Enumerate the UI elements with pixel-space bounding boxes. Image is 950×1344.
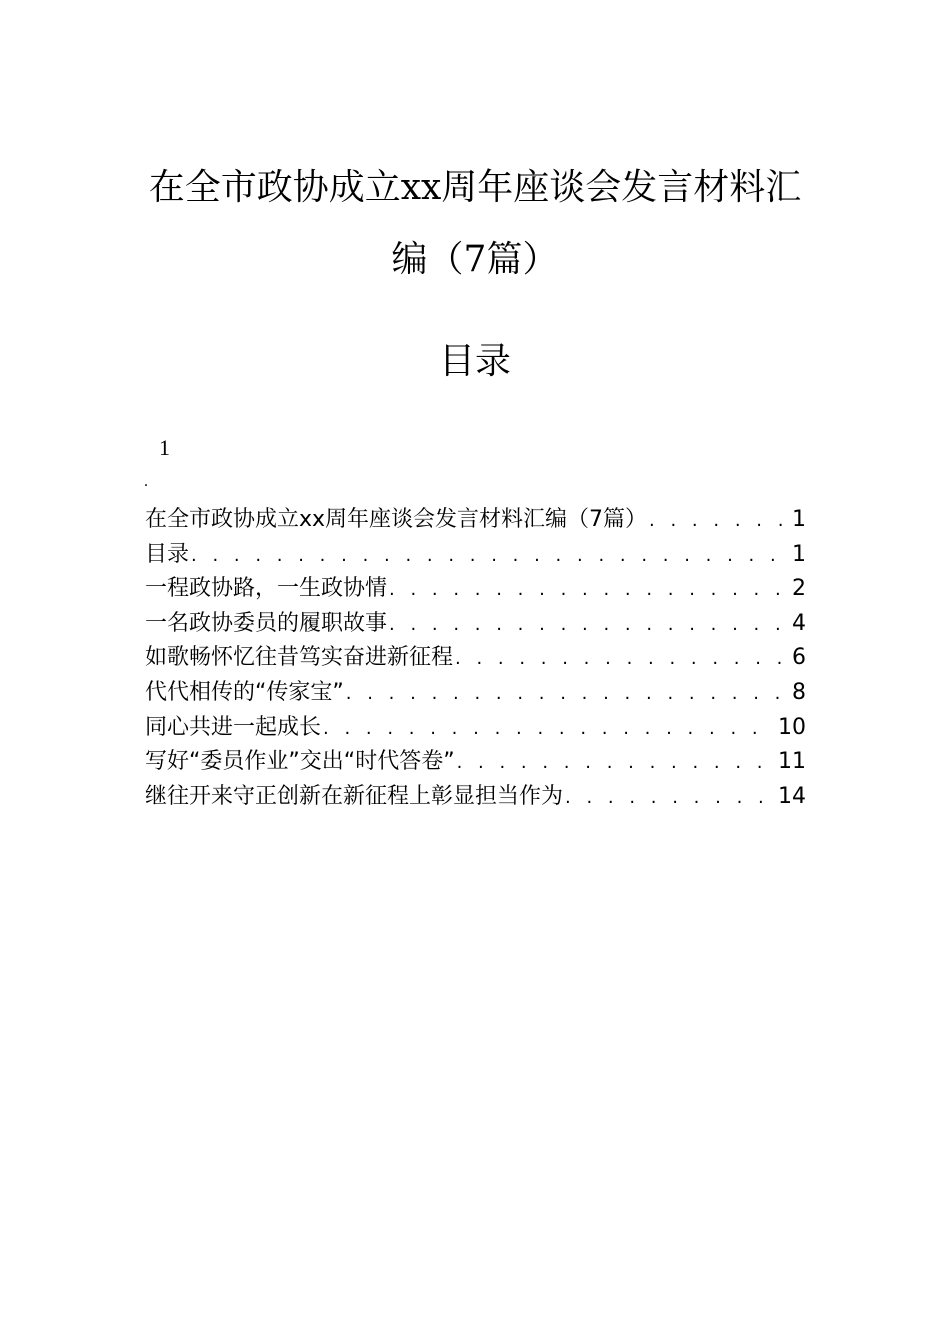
toc-entry-6[interactable] [145,676,806,711]
toc-entry-label: 一名政协委员的履职故事 [145,610,388,636]
toc-dot-leader [389,573,789,608]
toc-entry-page: 1 [792,507,806,532]
toc-entry-label: 代代相传的“传家宝” [145,679,344,705]
toc-entry-page: 14 [778,783,806,809]
toc-entry-page: 2 [792,576,806,602]
toc-entry-label: 一程政协路，一生政协情 [145,576,388,602]
toc-entry-3[interactable] [145,572,806,607]
toc-entry-label: 继往开来守正创新在新征程上彰显担当作为 [145,783,564,809]
toc-entry-page: 11 [778,749,806,775]
toc-entry-page: 6 [792,645,806,671]
toc-entry-8[interactable] [145,745,806,780]
document-title-line-2: 编（7篇） [391,239,559,280]
toc-heading: 目录 [438,341,511,382]
toc-dot-leader [649,504,789,539]
toc-dot-leader [565,781,775,816]
toc-dot-leader [323,712,775,747]
toc-dot-leader [346,677,789,712]
toc-dot: . [144,473,148,490]
toc-entry-page: 8 [792,679,806,705]
toc-entry-label: 同心共进一起成长 [145,714,322,740]
toc-dot-leader [191,539,789,574]
toc-entry-page: 4 [792,610,806,636]
toc-entry-page: 10 [778,714,806,740]
toc-entry-label: 如歌畅怀忆往昔笃实奋进新征程 [145,645,454,671]
toc-entry-4[interactable] [145,607,806,642]
toc-entry-1[interactable] [145,503,806,538]
toc-number: 1 [159,435,170,460]
toc-entry-label: 目录 [145,541,190,567]
toc-entry-label: 写好“委员作业”交出“时代答卷” [145,749,455,775]
toc-dot-leader [389,608,789,643]
toc-entry-5[interactable] [145,641,806,676]
toc-dot-leader [455,642,789,677]
toc-entry-2[interactable] [145,538,806,573]
toc-entry-page: 1 [792,541,806,567]
toc-dot-leader [457,746,775,781]
toc-entry-label: 在全市政协成立xx周年座谈会发言材料汇编（7篇） [145,507,648,532]
toc-entry-9[interactable] [145,780,806,815]
table-of-contents [145,503,806,814]
document-title-line-1: 在全市政协成立xx周年座谈会发言材料汇 [148,167,802,208]
toc-entry-7[interactable] [145,711,806,746]
